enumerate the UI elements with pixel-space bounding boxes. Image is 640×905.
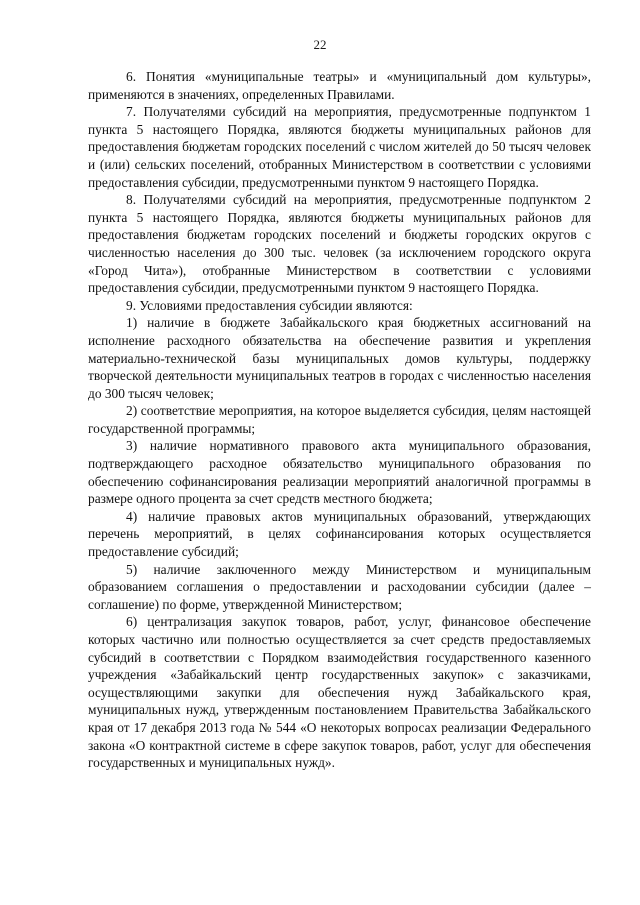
condition-4: 4) наличие правовых актов муниципальных образований, утверждающих перечень мероприятий, в целях софинансирования которых осуществляется предоставление субсидий; [88,508,591,560]
condition-1: 1) наличие в бюджете Забайкальского края бюджетных ассигнований на исполнение расходного обязательства на обеспечение развития и укрепления материально-технической базы муниципальных домов культуры, поддержку творческой деятельности муниципальных театров в городах с численностью населения до 300 тысяч человек; [88,315,591,401]
condition-5: 5) наличие заключенного между Министерством и муниципальным образованием соглашения о предоставлении и расходовании субсидии (далее – соглашение) по форме, утвержденной Министерством; [88,561,591,612]
paragraph-item-9: 9. Условиями предоставления субсидии являются: [126,297,413,313]
condition-6: 6) централизация закупок товаров, работ, услуг, финансовое обеспечение которых частично или полностью осуществляется за счет средств предоставляемых субсидий в соответствии с Порядком взаимодействия государственного казенного учреждения «Забайкальский центр государственных закупок» с заказчиками, осуществляющими закупки для обеспечения нужд Забайкальского края, муниципальных нужд, утвержденным постановлением Правительства Забайкальского края от 17 декабря 2013 года № 544 «О некоторых вопросах реализации Федерального закона «О контрактной системе в сфере закупок товаров, работ, услуг для обеспечения государственных и муниципальных нужд». [88,614,591,771]
condition-2: 2) соответствие мероприятия, на которое выделяется субсидия, целям настоящей государственной программы; [88,403,591,436]
paragraph-item-8: 8. Получателями субсидий на мероприятия, предусмотренные подпунктом 2 пункта 5 настоящего Порядка, являются бюджеты муниципальных районов для предоставления бюджетам городских поселений и бюджеты городских округов с численностью населения до 300 тыс. человек (за исключением городского округа «Город Чита»), отобранные Министерством в соответствии с условиями предоставления субсидии, предусмотренными пунктом 9 настоящего Порядка. [88,192,591,296]
paragraph-item-7: 7. Получателями субсидий на мероприятия, предусмотренные подпунктом 1 пункта 5 настоящего Порядка, являются бюджеты муниципальных районов для предоставления бюджетам городских поселений с числом жителей до 50 тысяч человек и (или) сельских поселений, отобранных Министерством в соответствии с условиями предоставления субсидии, предусмотренными пунктом 9 настоящего Порядка. [88,104,591,190]
condition-3: 3) наличие нормативного правового акта муниципального образования, подтверждающего расходное обязательство муниципального образования по обеспечению софинансирования реализации мероприятий аналогичной программы в размере одного процента за счет средств местного бюджета; [88,438,591,507]
page-number: 22 [313,37,327,52]
paragraph-item-6: 6. Понятия «муниципальные театры» и «муниципальный дом культуры», применяются в значениях, определенных Правилами. [88,69,591,102]
document-body [88,68,591,772]
